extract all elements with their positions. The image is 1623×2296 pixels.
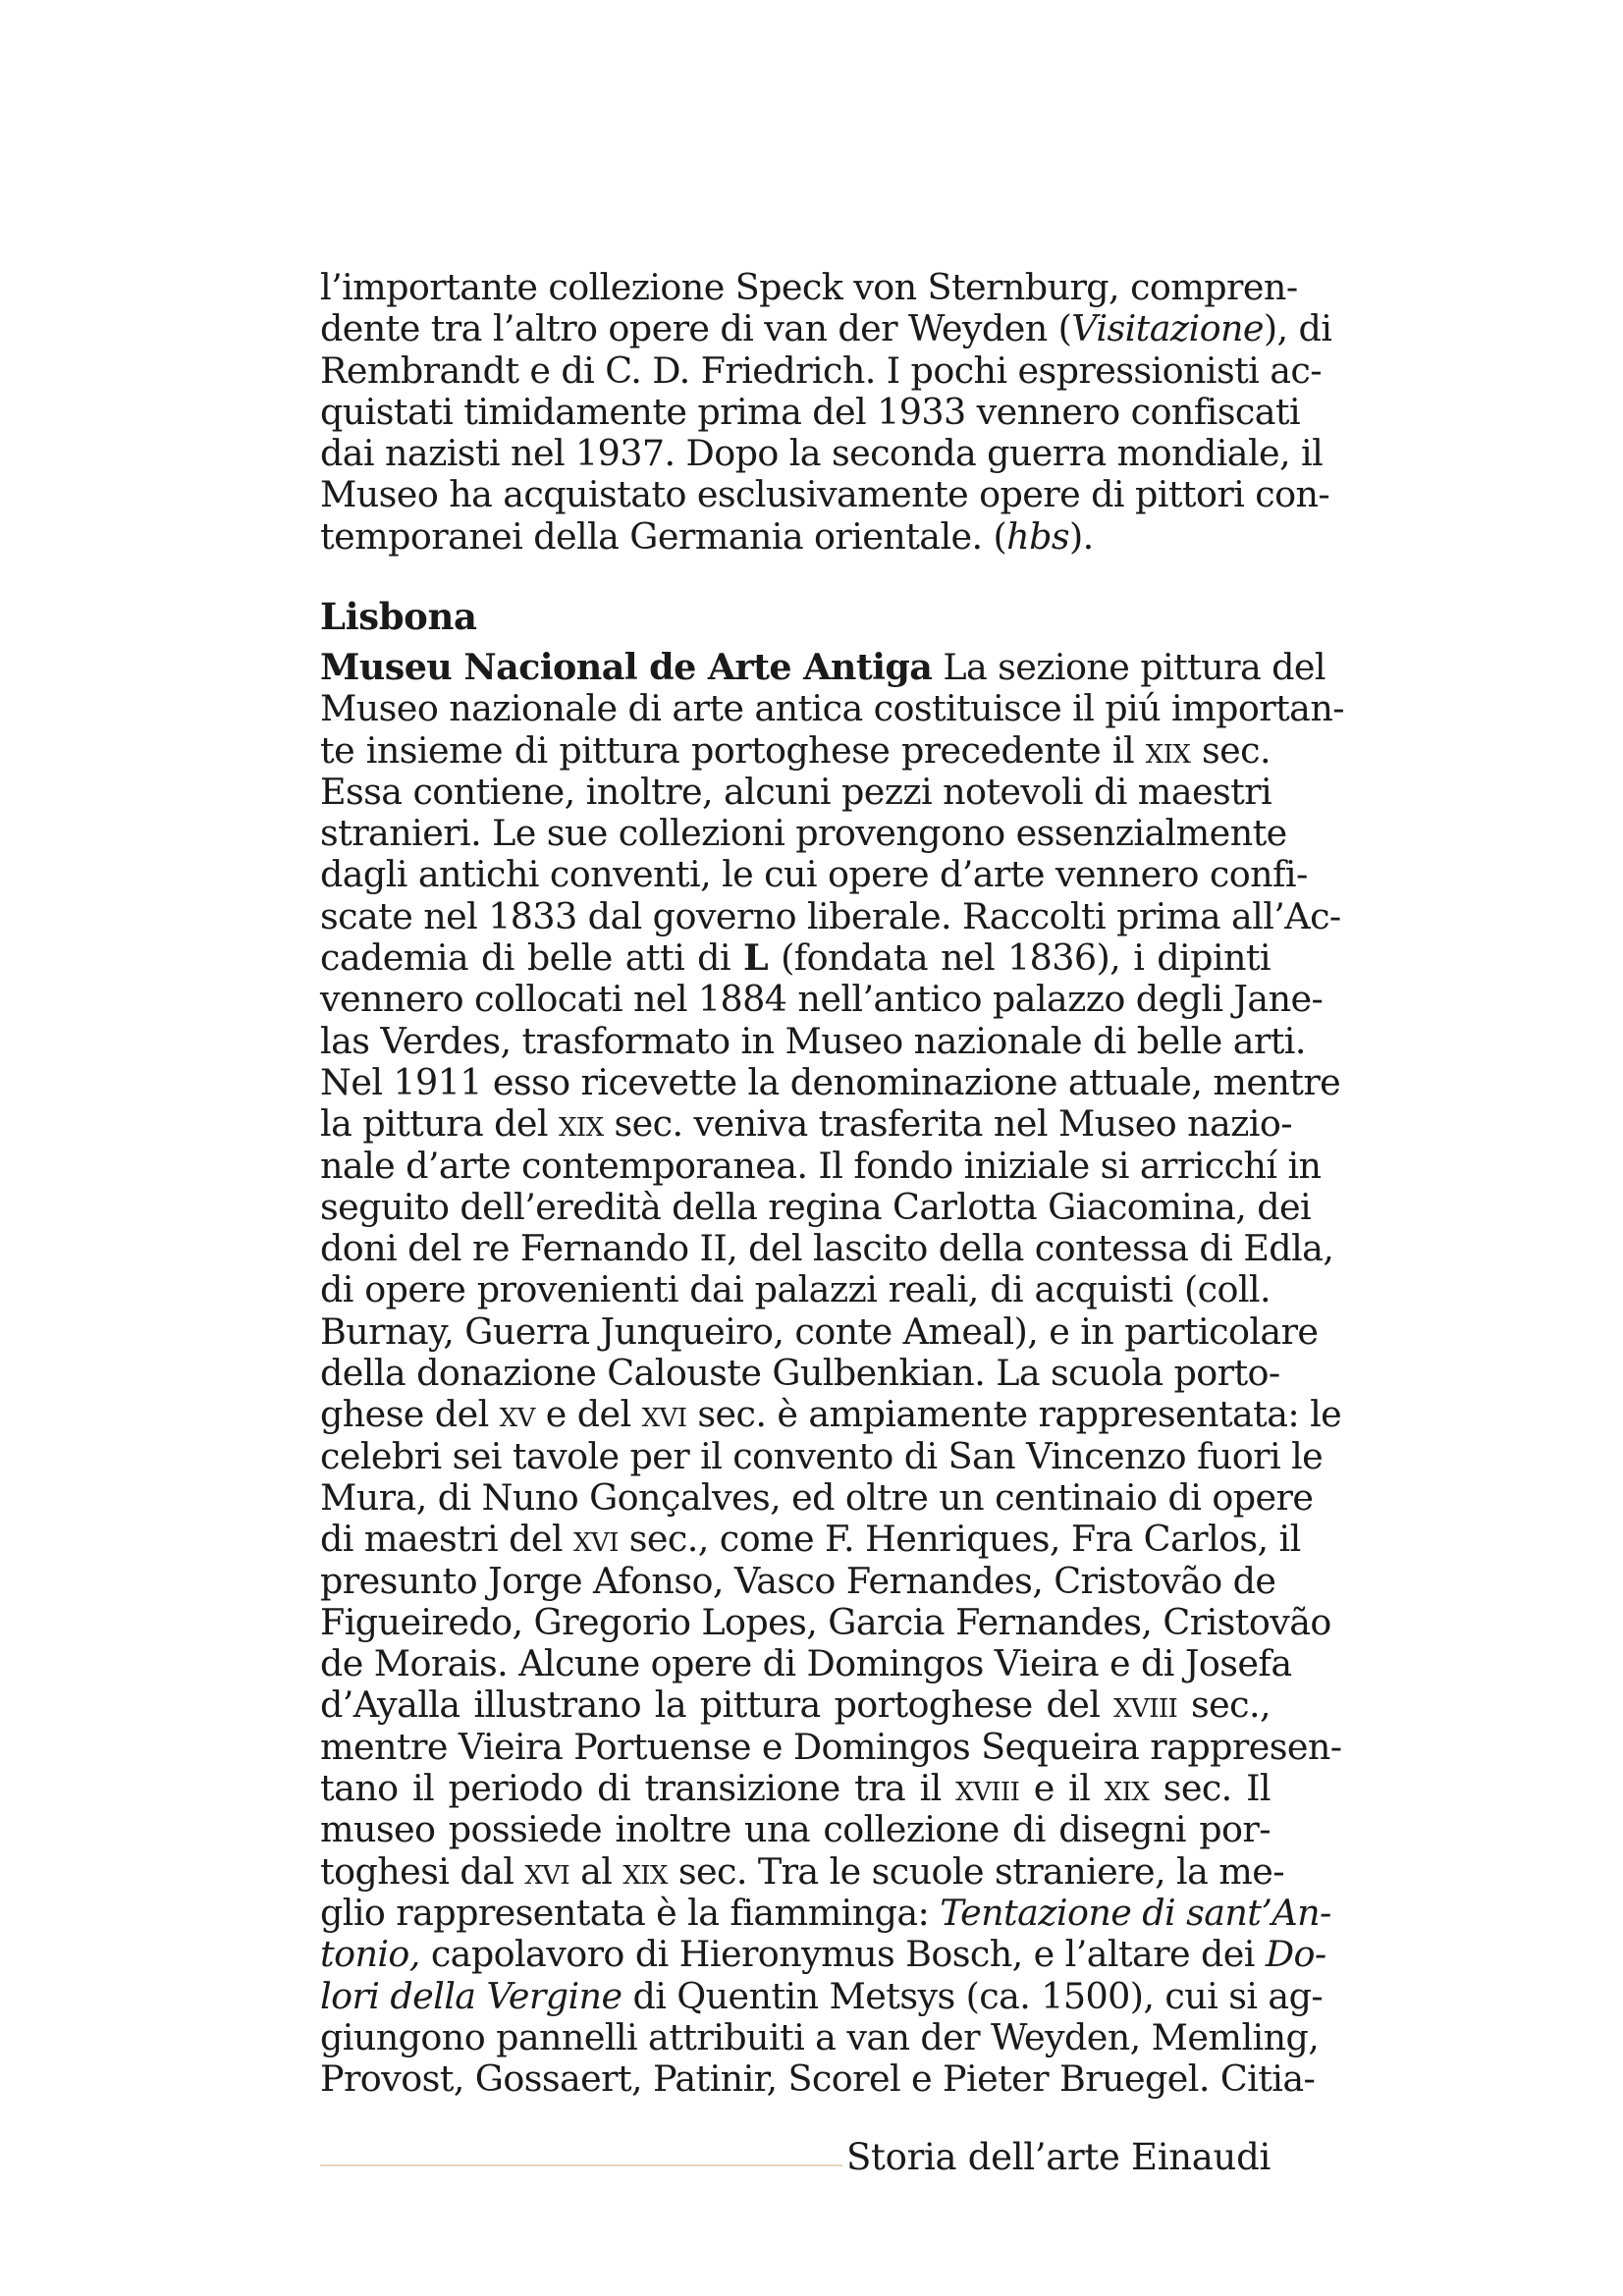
text-line: lori della Vergine di Quentin Metsys (ca. 1500), cui si ag- — [320, 1974, 1324, 2017]
author-initials: hbs — [1006, 514, 1069, 558]
text-line: di maestri del xvi sec., come F. Henriques, Fra Carlos, il — [320, 1518, 1301, 1561]
text-line: Essa contiene, inoltre, alcuni pezzi notevoli di maestri — [320, 770, 1272, 813]
text-line: museo possiede inoltre una collezione di disegni por- — [320, 1808, 1271, 1851]
text-line: tonio, capolavoro di Hieronymus Bosch, e l’altare dei Do- — [320, 1933, 1326, 1976]
text-line: d’Ayalla illustrano la pittura portoghese del xviii sec., — [320, 1683, 1271, 1727]
artwork-title: Visitazione — [1071, 307, 1264, 350]
text-line: cademia di belle atti di L (fondata nel 1836), i dipinti — [320, 936, 1271, 980]
artwork-title: Do- — [1265, 1933, 1326, 1976]
artwork-title: Tentazione di sant’An- — [940, 1891, 1331, 1934]
text-line: Nel 1911 esso ricevette la denominazione attuale, mentre — [320, 1060, 1341, 1103]
text-line: Provost, Gossaert, Patinir, Scorel e Pieter Bruegel. Citia- — [320, 2057, 1316, 2101]
text-line: dai nazisti nel 1937. Dopo la seconda guerra mondiale, il — [320, 432, 1324, 475]
section-heading: Lisbona — [320, 595, 477, 638]
text-line: stranieri. Le sue collezioni provengono essenzialmente — [320, 812, 1287, 855]
text-line: Burnay, Guerra Junqueiro, conte Ameal), e in particolare — [320, 1309, 1319, 1353]
text-line: Museo nazionale di arte antica costituisce il piú importan- — [320, 687, 1344, 730]
text-line: dagli antichi conventi, le cui opere d’arte vennero confi- — [320, 853, 1308, 896]
text-line: giungono pannelli attribuiti a van der Weyden, Memling, — [320, 2015, 1320, 2058]
text-line: ghese del xv e del xvi sec. è ampiamente rappresentata: le — [320, 1393, 1342, 1436]
text-line: celebri sei tavole per il convento di San Vincenzo fuori le — [320, 1434, 1324, 1477]
text-line: presunto Jorge Afonso, Vasco Fernandes, Cristovão de — [320, 1559, 1276, 1602]
entry-title: Museu Nacional de Arte Antiga — [320, 646, 933, 688]
text-line: tano il periodo di transizione tra il xviii e il xix sec. Il — [320, 1767, 1271, 1810]
text-line: Mura, di Nuno Gonçalves, ed oltre un centinaio di opere — [320, 1475, 1314, 1519]
text-line: dente tra l’altro opere di van der Weyden (Visitazione), di — [320, 307, 1332, 350]
text-line: doni del re Fernando II, del lascito della contessa di Edla, — [320, 1227, 1334, 1270]
text-line: temporanei della Germania orientale. (hbs). — [320, 514, 1094, 558]
text-line: glio rappresentata è la fiamminga: Tentazione di sant’An- — [320, 1891, 1331, 1934]
text-line: di opere provenienti dai palazzi reali, di acquisti (coll. — [320, 1268, 1271, 1311]
text-line: te insieme di pittura portoghese precedente il xix sec. — [320, 728, 1271, 772]
text-line: las Verdes, trasformato in Museo nazionale di belle arti. — [320, 1019, 1306, 1062]
text-line: nale d’arte contemporanea. Il fondo iniziale si arricchí in — [320, 1144, 1322, 1187]
text-line: Museu Nacional de Arte Antiga La sezione pittura del — [320, 646, 1325, 688]
museum-entry — [320, 646, 1344, 2101]
text-line: mentre Vieira Portuense e Domingos Sequeira rappresen- — [320, 1725, 1342, 1768]
text-line: seguito dell’eredità della regina Carlotta Giacomina, dei — [320, 1185, 1312, 1228]
text-line: de Morais. Alcune opere di Domingos Vieira e di Josefa — [320, 1642, 1292, 1685]
text-line: la pittura del xix sec. veniva trasferita nel Museo nazio- — [320, 1102, 1292, 1146]
text-line: l’importante collezione Speck von Sternburg, compren- — [320, 266, 1298, 308]
footer-publication-title: Storia dell’arte Einaudi — [846, 2136, 1271, 2178]
text-line: scate nel 1833 dal governo liberale. Raccolti prima all’Ac- — [320, 894, 1341, 937]
text-line: quistati timidamente prima del 1933 vennero confiscati — [320, 390, 1301, 433]
text-line: vennero collocati nel 1884 nell’antico palazzo degli Jane- — [320, 978, 1324, 1021]
city-abbreviation: L — [743, 936, 769, 980]
text-line: toghesi dal xvi al xix sec. Tra le scuole straniere, la me- — [320, 1849, 1285, 1893]
intro-paragraph — [320, 266, 1332, 558]
footer-divider — [320, 2164, 842, 2166]
artwork-title: tonio, — [320, 1933, 420, 1976]
text-line: della donazione Calouste Gulbenkian. La scuola porto- — [320, 1352, 1280, 1395]
text-line: Figueiredo, Gregorio Lopes, Garcia Fernandes, Cristovão — [320, 1600, 1331, 1643]
text-line: Museo ha acquistato esclusivamente opere di pittori con- — [320, 473, 1330, 516]
text-line: Rembrandt e di C. D. Friedrich. I pochi espressionisti ac- — [320, 348, 1322, 392]
artwork-title: lori della Vergine — [320, 1974, 622, 2017]
